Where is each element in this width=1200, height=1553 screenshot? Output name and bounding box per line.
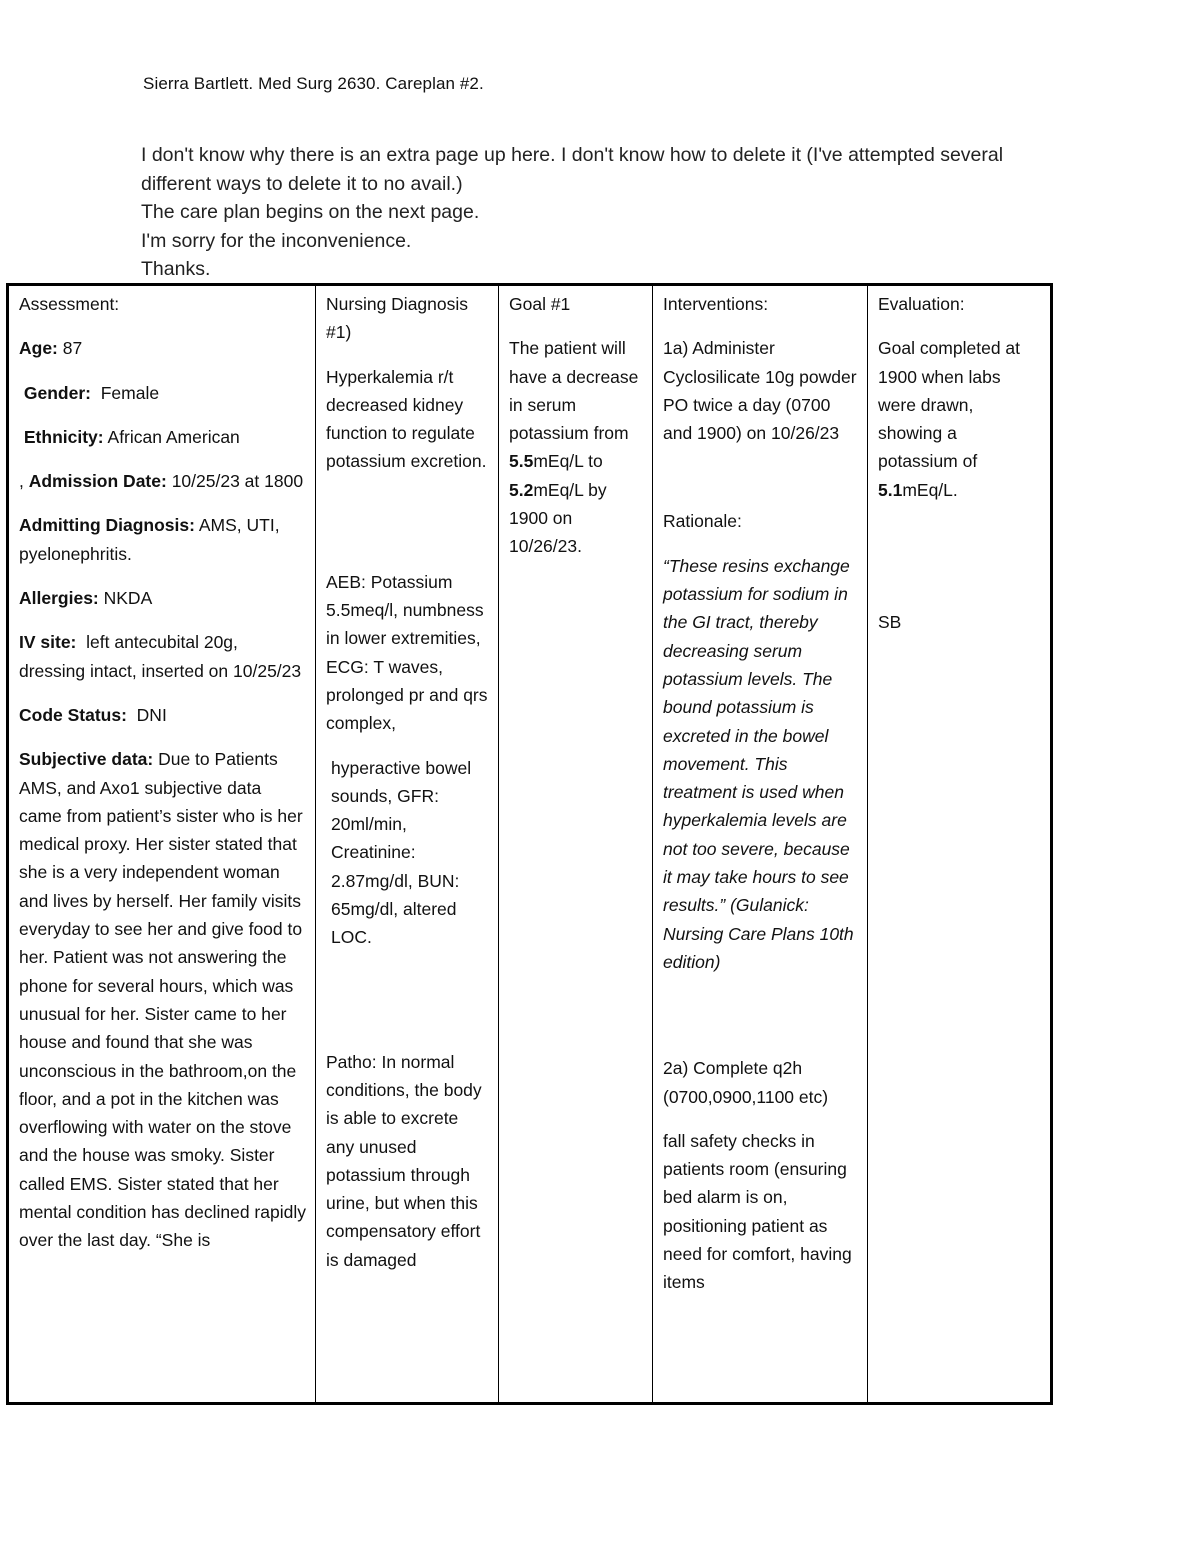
intervention-1: 1a) Administer Cyclosilicate 10g powder PO twice a day (0700 and 1900) on 10/26/23: [663, 338, 857, 444]
subjective-value: Due to Patients AMS, and Axo1 subjective data came from patient’s sister who is her medical proxy. Her sister stated that she is a very independent woman and lives by herself. Her family visits everyday to see her and give food to her. Patient was not answering the phone for several hours, which was unusual for her. Sister came to her house and found that she was unconscious in the bathroom,on the floor, and a pot in the kitchen was overflowing with water on the stove and the house was smoky. Sister called EMS. Sister stated that her mental condition has declined rapidly over the last day. “She is: [19, 749, 306, 1251]
goal-text: [509, 334, 643, 560]
age-value: 87: [62, 338, 83, 359]
note-line: I don't know why there is an extra page up here. I don't know how to delete it (I've attempted several different ways to delete it to no avail.): [141, 144, 1004, 195]
goal-text-a: The patient will have a decrease in serum potassium from: [509, 338, 639, 444]
intervention-2-body: fall safety checks in patients room (ensuring bed alarm is on, positioning patient as need for comfort, having items: [663, 1130, 852, 1293]
goal-text-c: mEq/L by 1900 on 10/26/23.: [509, 479, 607, 557]
code-row: [19, 701, 306, 729]
diagnosis-aeb: AEB: Potassium 5.5meq/l, numbness in lower extremities, ECG: T waves, prolonged pr and qrs complex,: [326, 571, 488, 734]
assessment-cell: [8, 285, 316, 1404]
diagnosis-cell: [316, 285, 499, 1404]
gender-row: [19, 379, 306, 407]
diagnosis-statement: Hyperkalemia r/t decreased kidney function to regulate potassium excretion.: [326, 366, 487, 472]
careplan-table: [6, 283, 1053, 1405]
note-line: Thanks.: [141, 258, 211, 281]
note-paragraph: [141, 141, 1061, 284]
evaluation-k-value: 5.1: [878, 479, 903, 500]
iv-row: [19, 628, 306, 685]
evaluation-cell: [868, 285, 1052, 1404]
goal-k-to: 5.2: [509, 479, 534, 500]
diagnosis-patho: Patho: In normal conditions, the body is able to excrete any unused potassium through urine, but when this compensatory effort is damaged: [326, 1051, 482, 1270]
diagnosis-aeb-continued: hyperactive bowel sounds, GFR: 20ml/min, Creatinine: 2.87mg/dl, BUN: 65mg/dl, altered LOC.: [331, 757, 472, 948]
goal-text-b: mEq/L to: [533, 451, 603, 472]
admitting-dx-value: AMS, UTI, pyelonephritis.: [19, 515, 280, 564]
rationale-quote: “These resins exchange potassium for sodium in the GI tract, thereby decreasing serum potassium levels. The bound potassium is excreted in the bowel movement. This treatment is used when hyperkalemia levels are not too severe, because it may take hours to see results.” (Gulanick: Nursing Care Plans 10th edition): [663, 555, 854, 972]
ethnicity-row: [19, 423, 306, 451]
age-row: [19, 334, 306, 362]
interventions-heading: Interventions:: [663, 294, 769, 314]
page-header: Sierra Bartlett. Med Surg 2630. Careplan #2.: [143, 74, 484, 93]
evaluation-text: [878, 334, 1041, 504]
allergies-row: [19, 584, 306, 612]
goal-heading: Goal #1: [509, 294, 571, 314]
intervention-2-head: 2a) Complete q2h (0700,0900,1100 etc): [663, 1058, 829, 1107]
subjective-row: [19, 745, 306, 1254]
admitting-dx-label: Admitting Diagnosis:: [19, 515, 195, 536]
admission-value: 10/25/23 at 1800: [171, 471, 304, 492]
allergies-label: Allergies:: [19, 588, 99, 609]
note-line: The care plan begins on the next page.: [141, 201, 480, 224]
admission-row: [19, 467, 306, 495]
evaluation-heading: Evaluation:: [878, 294, 965, 314]
admission-prefix: ,: [19, 471, 29, 492]
admitting-dx-row: [19, 511, 306, 568]
rationale-text: [663, 552, 858, 976]
code-label: Code Status:: [19, 704, 127, 725]
goal-cell: [499, 285, 653, 1404]
age-label: Age:: [19, 338, 58, 359]
rationale-label: Rationale:: [663, 511, 742, 532]
diagnosis-heading: Nursing Diagnosis #1): [326, 294, 469, 343]
ethnicity-value: African American: [107, 426, 240, 447]
gender-value: Female: [100, 382, 160, 403]
code-value: DNI: [136, 704, 167, 725]
evaluation-signature: SB: [878, 612, 902, 633]
assessment-heading: Assessment:: [19, 294, 120, 314]
ethnicity-label: Ethnicity:: [23, 426, 104, 447]
gender-label: Gender:: [23, 382, 91, 403]
allergies-value: NKDA: [103, 588, 153, 609]
evaluation-text-b: mEq/L.: [902, 479, 958, 500]
evaluation-text-a: Goal completed at 1900 when labs were drawn, showing a potassium of: [878, 338, 1021, 472]
subjective-label: Subjective data:: [19, 749, 154, 770]
admission-label: Admission Date:: [28, 471, 167, 492]
goal-k-from: 5.5: [509, 451, 534, 472]
iv-value: left antecubital 20g, dressing intact, inserted on 10/25/23: [19, 632, 302, 681]
note-line: I'm sorry for the inconvenience.: [141, 229, 412, 252]
interventions-cell: [653, 285, 868, 1404]
iv-label: IV site:: [19, 632, 77, 653]
